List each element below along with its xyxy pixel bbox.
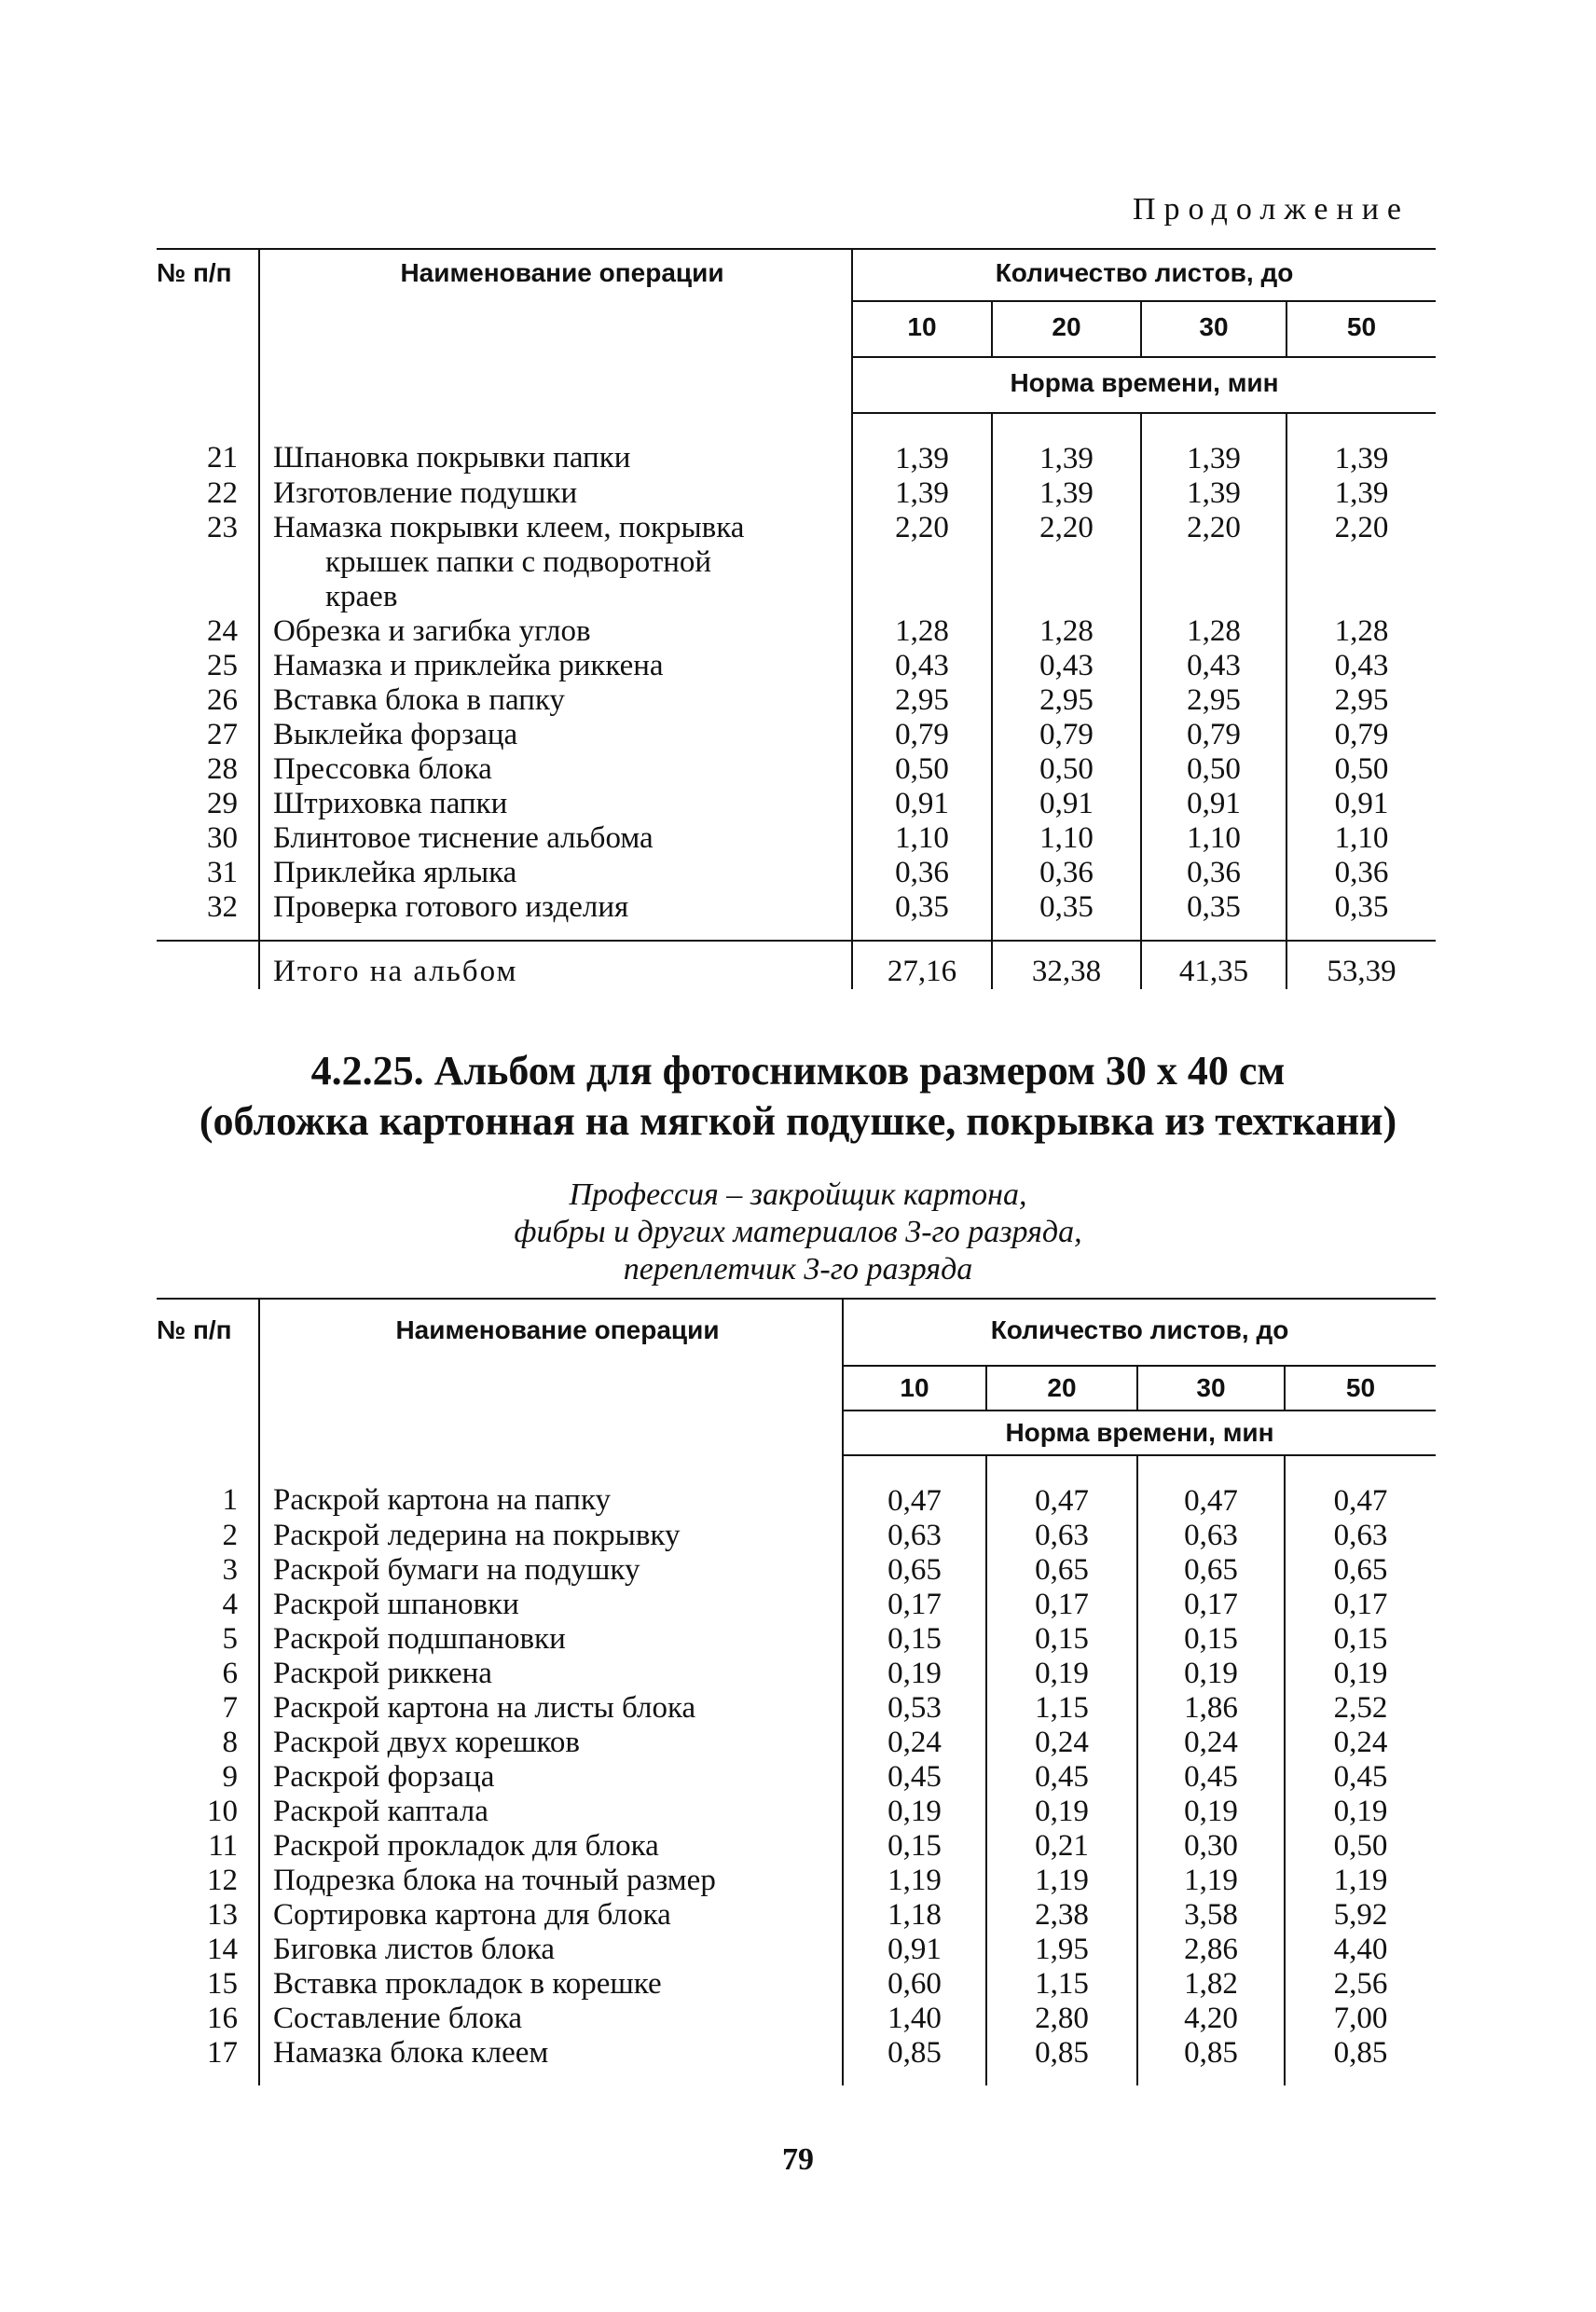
- operation-name-line: Намазка покрывки клеем, покрывка: [273, 511, 745, 544]
- time-value: 0,91: [1286, 787, 1436, 821]
- table-row: [157, 1519, 1436, 1553]
- header-operation-name: Наименование операции: [259, 249, 852, 413]
- time-value: 1,10: [852, 821, 992, 856]
- time-value: 0,24: [1137, 1726, 1285, 1760]
- time-value: 0,45: [1137, 1760, 1285, 1795]
- operation-name-line: Прессовка блока: [273, 752, 492, 786]
- time-value: 0,47: [843, 1455, 986, 1519]
- table-row: [157, 821, 1436, 856]
- operation-name-line: Приклейка ярлыка: [273, 856, 517, 889]
- table-row: [157, 1829, 1436, 1864]
- operation-name: [259, 1864, 843, 1898]
- operation-name-line: Раскрой бумаги на подушку: [273, 1553, 640, 1587]
- table-row: [157, 1898, 1436, 1933]
- row-number: 13: [207, 1898, 238, 1932]
- time-value: 1,95: [986, 1933, 1137, 1967]
- operation-name: [259, 1795, 843, 1829]
- time-value: 0,17: [1137, 1588, 1285, 1622]
- operation-name: [259, 821, 852, 856]
- table-row: [157, 1864, 1436, 1898]
- total-value-50: 53,39: [1286, 941, 1436, 989]
- operation-name-line: Выклейка форзаца: [273, 718, 518, 751]
- table-row: [157, 752, 1436, 787]
- header-col-50: 50: [1286, 301, 1436, 357]
- operation-name: [259, 476, 852, 511]
- time-value: 0,50: [1285, 1829, 1436, 1864]
- time-value: 0,36: [992, 856, 1141, 890]
- time-value: 0,43: [852, 649, 992, 683]
- table2-header: [157, 1299, 1436, 1455]
- time-value: 1,40: [843, 2002, 986, 2036]
- table-row: [157, 1622, 1436, 1657]
- time-value: 3,58: [1137, 1898, 1285, 1933]
- time-value: 0,91: [843, 1933, 986, 1967]
- table-row: [157, 787, 1436, 821]
- row-number: 21: [207, 441, 238, 475]
- time-value: 0,45: [1285, 1760, 1436, 1795]
- header2-col-20: 20: [986, 1366, 1137, 1411]
- operation-name: [259, 511, 852, 614]
- row-number: 16: [207, 2002, 238, 2035]
- time-value: 0,19: [843, 1795, 986, 1829]
- table-row: [157, 856, 1436, 890]
- row-number: 8: [222, 1726, 238, 1759]
- operation-name-line: Составление блока: [273, 2002, 523, 2035]
- row-number: 9: [222, 1760, 238, 1794]
- table-row: [157, 1691, 1436, 1726]
- time-value: 0,47: [986, 1455, 1137, 1519]
- table-row: [157, 413, 1436, 476]
- time-value: 0,35: [1286, 890, 1436, 941]
- time-value: 0,43: [1141, 649, 1286, 683]
- time-value: 0,79: [992, 718, 1141, 752]
- time-value: 0,15: [1285, 1622, 1436, 1657]
- header-col-20: 20: [992, 301, 1141, 357]
- section-title-line2: (обложка картонная на мягкой подушке, покрывка из техткани): [199, 1098, 1397, 1144]
- header-col-10: 10: [852, 301, 992, 357]
- time-value: 1,39: [1141, 476, 1286, 511]
- total-value-20: 32,38: [992, 941, 1141, 989]
- operations-table-continued: [157, 248, 1436, 989]
- time-value: 2,38: [986, 1898, 1137, 1933]
- header2-col-10: 10: [843, 1366, 986, 1411]
- operations-table-album: [157, 1298, 1436, 2085]
- row-number: 12: [207, 1864, 238, 1897]
- time-value: 0,79: [1141, 718, 1286, 752]
- time-value: 1,39: [1141, 413, 1286, 476]
- operation-name: [259, 413, 852, 476]
- time-value: 1,10: [992, 821, 1141, 856]
- time-value: 0,50: [1141, 752, 1286, 787]
- operation-name-line: Изготовление подушки: [273, 476, 578, 510]
- time-value: 0,17: [843, 1588, 986, 1622]
- operation-name-line: краев: [325, 580, 398, 613]
- time-value: 1,19: [843, 1864, 986, 1898]
- operation-name: [259, 649, 852, 683]
- time-value: 1,19: [986, 1864, 1137, 1898]
- operation-name: [259, 1455, 843, 1519]
- time-value: 2,80: [986, 2002, 1137, 2036]
- time-value: 0,79: [852, 718, 992, 752]
- time-value: 0,79: [1286, 718, 1436, 752]
- time-value: 0,63: [843, 1519, 986, 1553]
- time-value: 2,56: [1285, 1967, 1436, 2002]
- operation-name: [259, 1519, 843, 1553]
- row-number: 29: [207, 787, 238, 820]
- table-row: [157, 1455, 1436, 1519]
- time-value: 2,52: [1285, 1691, 1436, 1726]
- operation-name: [259, 752, 852, 787]
- operation-name-line: Раскрой прокладок для блока: [273, 1829, 659, 1863]
- time-value: 0,45: [843, 1760, 986, 1795]
- time-value: 0,50: [852, 752, 992, 787]
- time-value: 0,36: [1141, 856, 1286, 890]
- section-title: [0, 1046, 1596, 1147]
- row-number: 7: [222, 1691, 238, 1725]
- time-value: 1,39: [1286, 476, 1436, 511]
- header2-col-30: 30: [1137, 1366, 1285, 1411]
- time-value: 2,20: [852, 511, 992, 614]
- time-value: 0,65: [843, 1553, 986, 1588]
- total-value-10: 27,16: [852, 941, 992, 989]
- operation-name-line: Вставка блока в папку: [273, 683, 565, 717]
- operation-name-line: Проверка готового изделия: [273, 890, 629, 924]
- operation-name-line: Раскрой ледерина на покрывку: [273, 1519, 681, 1552]
- row-number: 15: [207, 1967, 238, 2001]
- table-row: [157, 476, 1436, 511]
- row-number: 3: [222, 1553, 238, 1587]
- time-value: 0,91: [992, 787, 1141, 821]
- operation-name: [259, 1726, 843, 1760]
- time-value: 0,19: [1285, 1657, 1436, 1691]
- time-value: 0,91: [852, 787, 992, 821]
- time-value: 0,30: [1137, 1829, 1285, 1864]
- row-number: 10: [207, 1795, 238, 1828]
- time-value: 2,95: [992, 683, 1141, 718]
- time-value: 0,19: [843, 1657, 986, 1691]
- row-number: 17: [207, 2036, 238, 2070]
- operation-name: [259, 2002, 843, 2036]
- time-value: 0,50: [1286, 752, 1436, 787]
- time-value: 0,17: [1285, 1588, 1436, 1622]
- row-number: 25: [207, 649, 238, 682]
- row-number: 1: [222, 1483, 238, 1517]
- operation-name: [259, 2036, 843, 2085]
- header-sheet-count: Количество листов, до: [852, 249, 1436, 301]
- header2-col-50: 50: [1285, 1366, 1436, 1411]
- time-value: 1,10: [1286, 821, 1436, 856]
- profession-line2: фибры и других материалов 3-го разряда,: [514, 1215, 1082, 1249]
- row-number: 27: [207, 718, 238, 751]
- operation-name-line: Вставка прокладок в корешке: [273, 1967, 662, 2001]
- time-value: 1,10: [1141, 821, 1286, 856]
- time-value: 0,63: [986, 1519, 1137, 1553]
- table-row: [157, 614, 1436, 649]
- time-value: 0,35: [1141, 890, 1286, 941]
- profession-note: [0, 1177, 1596, 1288]
- time-value: 0,85: [986, 2036, 1137, 2085]
- total-label: Итого на альбом: [259, 941, 852, 989]
- time-value: 2,95: [1286, 683, 1436, 718]
- time-value: 0,45: [986, 1760, 1137, 1795]
- table-row: [157, 1588, 1436, 1622]
- row-number: 6: [222, 1657, 238, 1690]
- header-sheet-count-2: Количество листов, до: [843, 1299, 1436, 1366]
- time-value: 1,39: [992, 413, 1141, 476]
- table1-total: [157, 941, 1436, 989]
- operation-name: [259, 890, 852, 941]
- row-number: 32: [207, 890, 238, 924]
- time-value: 0,91: [1141, 787, 1286, 821]
- total-value-30: 41,35: [1141, 941, 1286, 989]
- time-value: 2,20: [992, 511, 1141, 614]
- table-row: [157, 890, 1436, 941]
- operation-name: [259, 856, 852, 890]
- operation-name: [259, 787, 852, 821]
- time-value: 1,86: [1137, 1691, 1285, 1726]
- time-value: 1,39: [852, 476, 992, 511]
- time-value: 0,21: [986, 1829, 1137, 1864]
- time-value: 0,63: [1285, 1519, 1436, 1553]
- table-row: [157, 511, 1436, 614]
- time-value: 0,36: [1286, 856, 1436, 890]
- time-value: 7,00: [1285, 2002, 1436, 2036]
- time-value: 0,53: [843, 1691, 986, 1726]
- time-value: 0,85: [1137, 2036, 1285, 2085]
- time-value: 1,82: [1137, 1967, 1285, 2002]
- operation-name: [259, 1691, 843, 1726]
- operation-name-line: Раскрой картона на листы блока: [273, 1691, 696, 1725]
- header-operation-name-2: Наименование операции: [259, 1299, 843, 1455]
- time-value: 0,15: [843, 1622, 986, 1657]
- table1-header: [157, 249, 1436, 413]
- profession-line1: Профессия – закройщик картона,: [569, 1177, 1027, 1212]
- table-row: [157, 683, 1436, 718]
- time-value: 0,36: [852, 856, 992, 890]
- time-value: 0,65: [1137, 1553, 1285, 1588]
- operation-name-line: Биговка листов блока: [273, 1933, 556, 1966]
- operation-name: [259, 1588, 843, 1622]
- time-value: 2,86: [1137, 1933, 1285, 1967]
- time-value: 4,20: [1137, 2002, 1285, 2036]
- time-value: 2,20: [1141, 511, 1286, 614]
- time-value: 0,17: [986, 1588, 1137, 1622]
- table-row: [157, 1933, 1436, 1967]
- time-value: 2,95: [1141, 683, 1286, 718]
- operation-name-line: Раскрой двух корешков: [273, 1726, 580, 1759]
- row-number: 2: [222, 1519, 238, 1552]
- time-value: 1,39: [992, 476, 1141, 511]
- header-col-30: 30: [1141, 301, 1286, 357]
- table1-body: [157, 413, 1436, 941]
- row-number: 28: [207, 752, 238, 786]
- table-row: [157, 1760, 1436, 1795]
- operation-name-line: Намазка блока клеем: [273, 2036, 549, 2070]
- table-row: [157, 1967, 1436, 2002]
- table-row: [157, 718, 1436, 752]
- time-value: 0,47: [1137, 1455, 1285, 1519]
- row-number: 24: [207, 614, 238, 648]
- operation-name: [259, 1898, 843, 1933]
- operation-name-line: Намазка и приклейка риккена: [273, 649, 664, 682]
- time-value: 0,19: [986, 1657, 1137, 1691]
- time-value: 0,43: [1286, 649, 1436, 683]
- time-value: 0,15: [986, 1622, 1137, 1657]
- operation-name: [259, 1933, 843, 1967]
- row-number: 30: [207, 821, 238, 855]
- time-value: 0,19: [1285, 1795, 1436, 1829]
- time-value: 0,65: [986, 1553, 1137, 1588]
- operation-name-line: Обрезка и загибка углов: [273, 614, 591, 648]
- table-row: [157, 1553, 1436, 1588]
- time-value: 1,15: [986, 1967, 1137, 2002]
- operation-name-line: Раскрой риккена: [273, 1657, 492, 1690]
- time-value: 2,20: [1286, 511, 1436, 614]
- time-value: 1,19: [1137, 1864, 1285, 1898]
- operation-name: [259, 1967, 843, 2002]
- operation-name-line: Раскрой шпановки: [273, 1588, 519, 1621]
- operation-name-line: Шпановка покрывки папки: [273, 441, 631, 475]
- time-value: 0,15: [1137, 1622, 1285, 1657]
- operation-name: [259, 683, 852, 718]
- time-value: 1,28: [852, 614, 992, 649]
- time-value: 0,65: [1285, 1553, 1436, 1588]
- operation-name: [259, 1657, 843, 1691]
- operation-name: [259, 1829, 843, 1864]
- profession-line3: переплетчик 3-го разряда: [623, 1252, 973, 1287]
- time-value: 0,19: [1137, 1657, 1285, 1691]
- section-title-line1: 4.2.25. Альбом для фотоснимков размером 30 х 40 см: [310, 1048, 1286, 1094]
- operation-name-line: Подрезка блока на точный размер: [273, 1864, 716, 1897]
- table-row: [157, 1657, 1436, 1691]
- operation-name-line: Раскрой форзаца: [273, 1760, 495, 1794]
- time-value: 5,92: [1285, 1898, 1436, 1933]
- time-value: 0,60: [843, 1967, 986, 2002]
- table-row: [157, 1726, 1436, 1760]
- page-number: 79: [782, 2142, 814, 2177]
- table-row: [157, 1795, 1436, 1829]
- continuation-label: Продолжение: [1132, 192, 1410, 227]
- header-num: № п/п: [157, 258, 232, 287]
- row-number: 5: [222, 1622, 238, 1656]
- time-value: 0,15: [843, 1829, 986, 1864]
- time-value: 0,50: [992, 752, 1141, 787]
- time-value: 0,85: [1285, 2036, 1436, 2085]
- table-row: [157, 2036, 1436, 2085]
- time-value: 1,39: [1286, 413, 1436, 476]
- operation-name-line: Раскрой каптала: [273, 1795, 488, 1828]
- time-value: 2,95: [852, 683, 992, 718]
- row-number: 4: [222, 1588, 238, 1621]
- operation-name-line: Раскрой подшпановки: [273, 1622, 566, 1656]
- row-number: 22: [207, 476, 238, 510]
- time-value: 1,15: [986, 1691, 1137, 1726]
- header-time-norm-2: Норма времени, мин: [843, 1411, 1436, 1455]
- operation-name-line: крышек папки с подворотной: [325, 545, 712, 579]
- operation-name: [259, 1760, 843, 1795]
- header-time-norm: Норма времени, мин: [852, 357, 1436, 413]
- time-value: 0,63: [1137, 1519, 1285, 1553]
- time-value: 0,19: [1137, 1795, 1285, 1829]
- row-number: 23: [207, 511, 238, 544]
- table2-body: [157, 1455, 1436, 2085]
- time-value: 0,24: [843, 1726, 986, 1760]
- time-value: 1,19: [1285, 1864, 1436, 1898]
- time-value: 0,24: [1285, 1726, 1436, 1760]
- operation-name-line: Блинтовое тиснение альбома: [273, 821, 654, 855]
- table-row: [157, 2002, 1436, 2036]
- time-value: 1,39: [852, 413, 992, 476]
- time-value: 4,40: [1285, 1933, 1436, 1967]
- time-value: 1,28: [1286, 614, 1436, 649]
- table-row: [157, 649, 1436, 683]
- operation-name: [259, 1622, 843, 1657]
- time-value: 0,85: [843, 2036, 986, 2085]
- operation-name: [259, 614, 852, 649]
- time-value: 0,35: [992, 890, 1141, 941]
- time-value: 0,35: [852, 890, 992, 941]
- row-number: 31: [207, 856, 238, 889]
- header-num-2: № п/п: [157, 1315, 232, 1344]
- row-number: 26: [207, 683, 238, 717]
- operation-name-line: Раскрой картона на папку: [273, 1483, 612, 1517]
- operation-name: [259, 1553, 843, 1588]
- row-number: 11: [208, 1829, 238, 1863]
- time-value: 0,47: [1285, 1455, 1436, 1519]
- operation-name-line: Сортировка картона для блока: [273, 1898, 671, 1932]
- time-value: 0,24: [986, 1726, 1137, 1760]
- time-value: 0,19: [986, 1795, 1137, 1829]
- operation-name: [259, 718, 852, 752]
- row-number: 14: [207, 1933, 238, 1966]
- time-value: 0,43: [992, 649, 1141, 683]
- time-value: 1,28: [1141, 614, 1286, 649]
- operation-name-line: Штриховка папки: [273, 787, 508, 820]
- time-value: 1,18: [843, 1898, 986, 1933]
- time-value: 1,28: [992, 614, 1141, 649]
